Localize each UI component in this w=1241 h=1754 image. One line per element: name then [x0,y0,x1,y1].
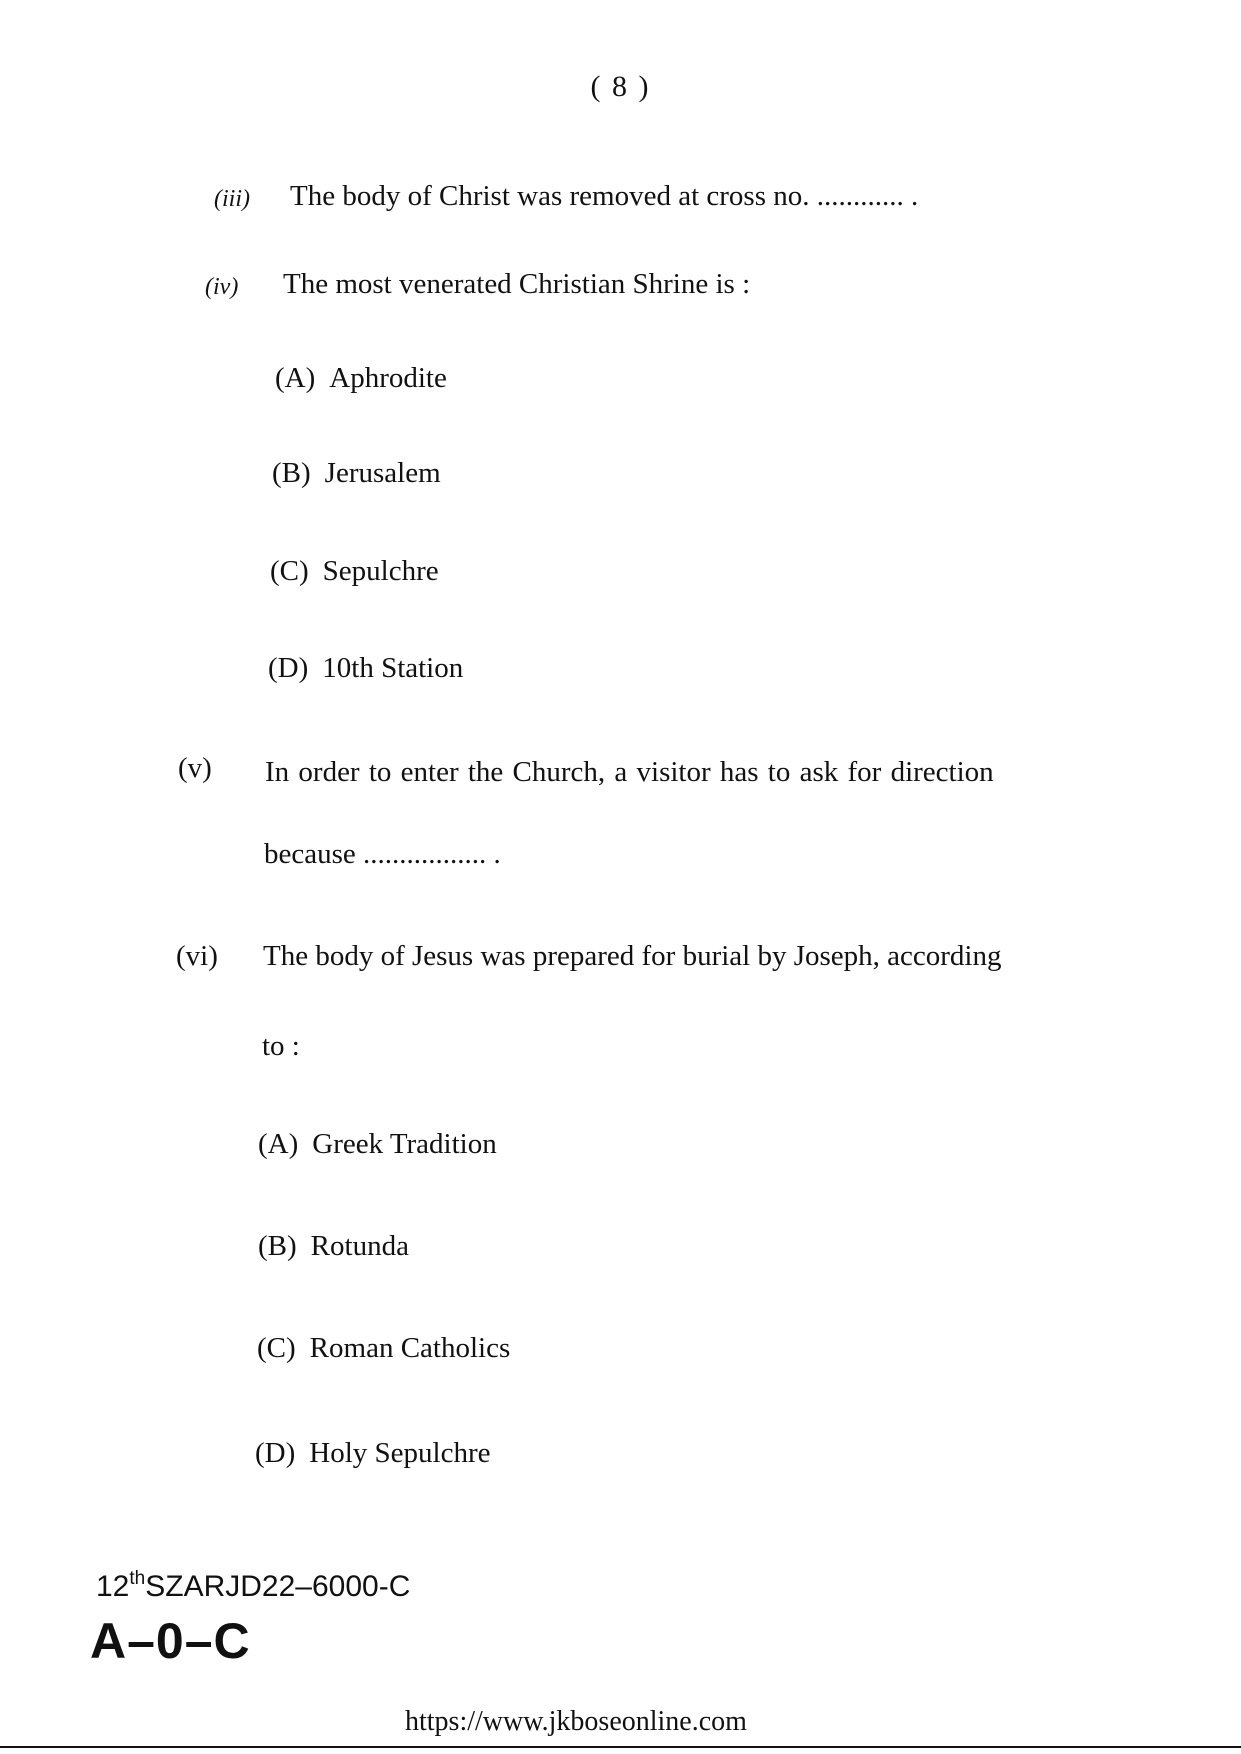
option-label: (C) [270,555,309,587]
question-text-continued: to : [262,1030,300,1062]
question-text: The body of Christ was removed at cross no. ............ . [290,180,919,212]
source-url: https://www.jkboseonline.com [405,1706,747,1737]
option-text: Sepulchre [322,555,439,587]
option-item [258,1128,497,1161]
option-text: Jerusalem [324,457,441,489]
paper-code-prefix: 12 [96,1570,130,1603]
option-label: (B) [272,457,311,489]
option-item [270,555,439,588]
option-item [268,652,463,685]
question-text-continued: because ................. . [264,838,501,870]
paper-code-sup: th [129,1568,146,1589]
page-number: ( 8 ) [590,70,651,103]
option-item [275,362,447,395]
option-label: (A) [275,362,316,394]
option-text: Roman Catholics [309,1332,511,1364]
option-label: (D) [268,652,309,684]
option-label: (C) [257,1332,296,1364]
question-number: (iv) [205,274,239,300]
question-text: The body of Jesus was prepared for burial by Joseph, according [263,940,1002,972]
option-label: (B) [258,1230,297,1262]
option-text: Rotunda [310,1230,409,1262]
question-number: (v) [178,752,212,784]
paper-code-rest: SZARJD22–6000-C [145,1570,411,1603]
option-label: (D) [255,1437,296,1469]
option-item [255,1437,490,1470]
paper-code [96,1568,410,1604]
question-text: The most venerated Christian Shrine is : [283,268,751,300]
set-code: A–0–C [90,1613,251,1669]
option-item [258,1230,409,1263]
question-text: In order to enter the Church, a visitor has to ask for direction [265,756,994,788]
option-text: Aphrodite [329,362,447,394]
option-label: (A) [258,1128,299,1160]
option-text: Holy Sepulchre [309,1437,491,1469]
option-item [257,1332,510,1365]
question-number: (vi) [176,940,218,972]
option-text: 10th Station [322,652,464,684]
question-number: (iii) [214,186,250,212]
option-text: Greek Tradition [312,1128,497,1160]
bottom-rule [0,1746,1241,1748]
option-item [272,457,441,490]
